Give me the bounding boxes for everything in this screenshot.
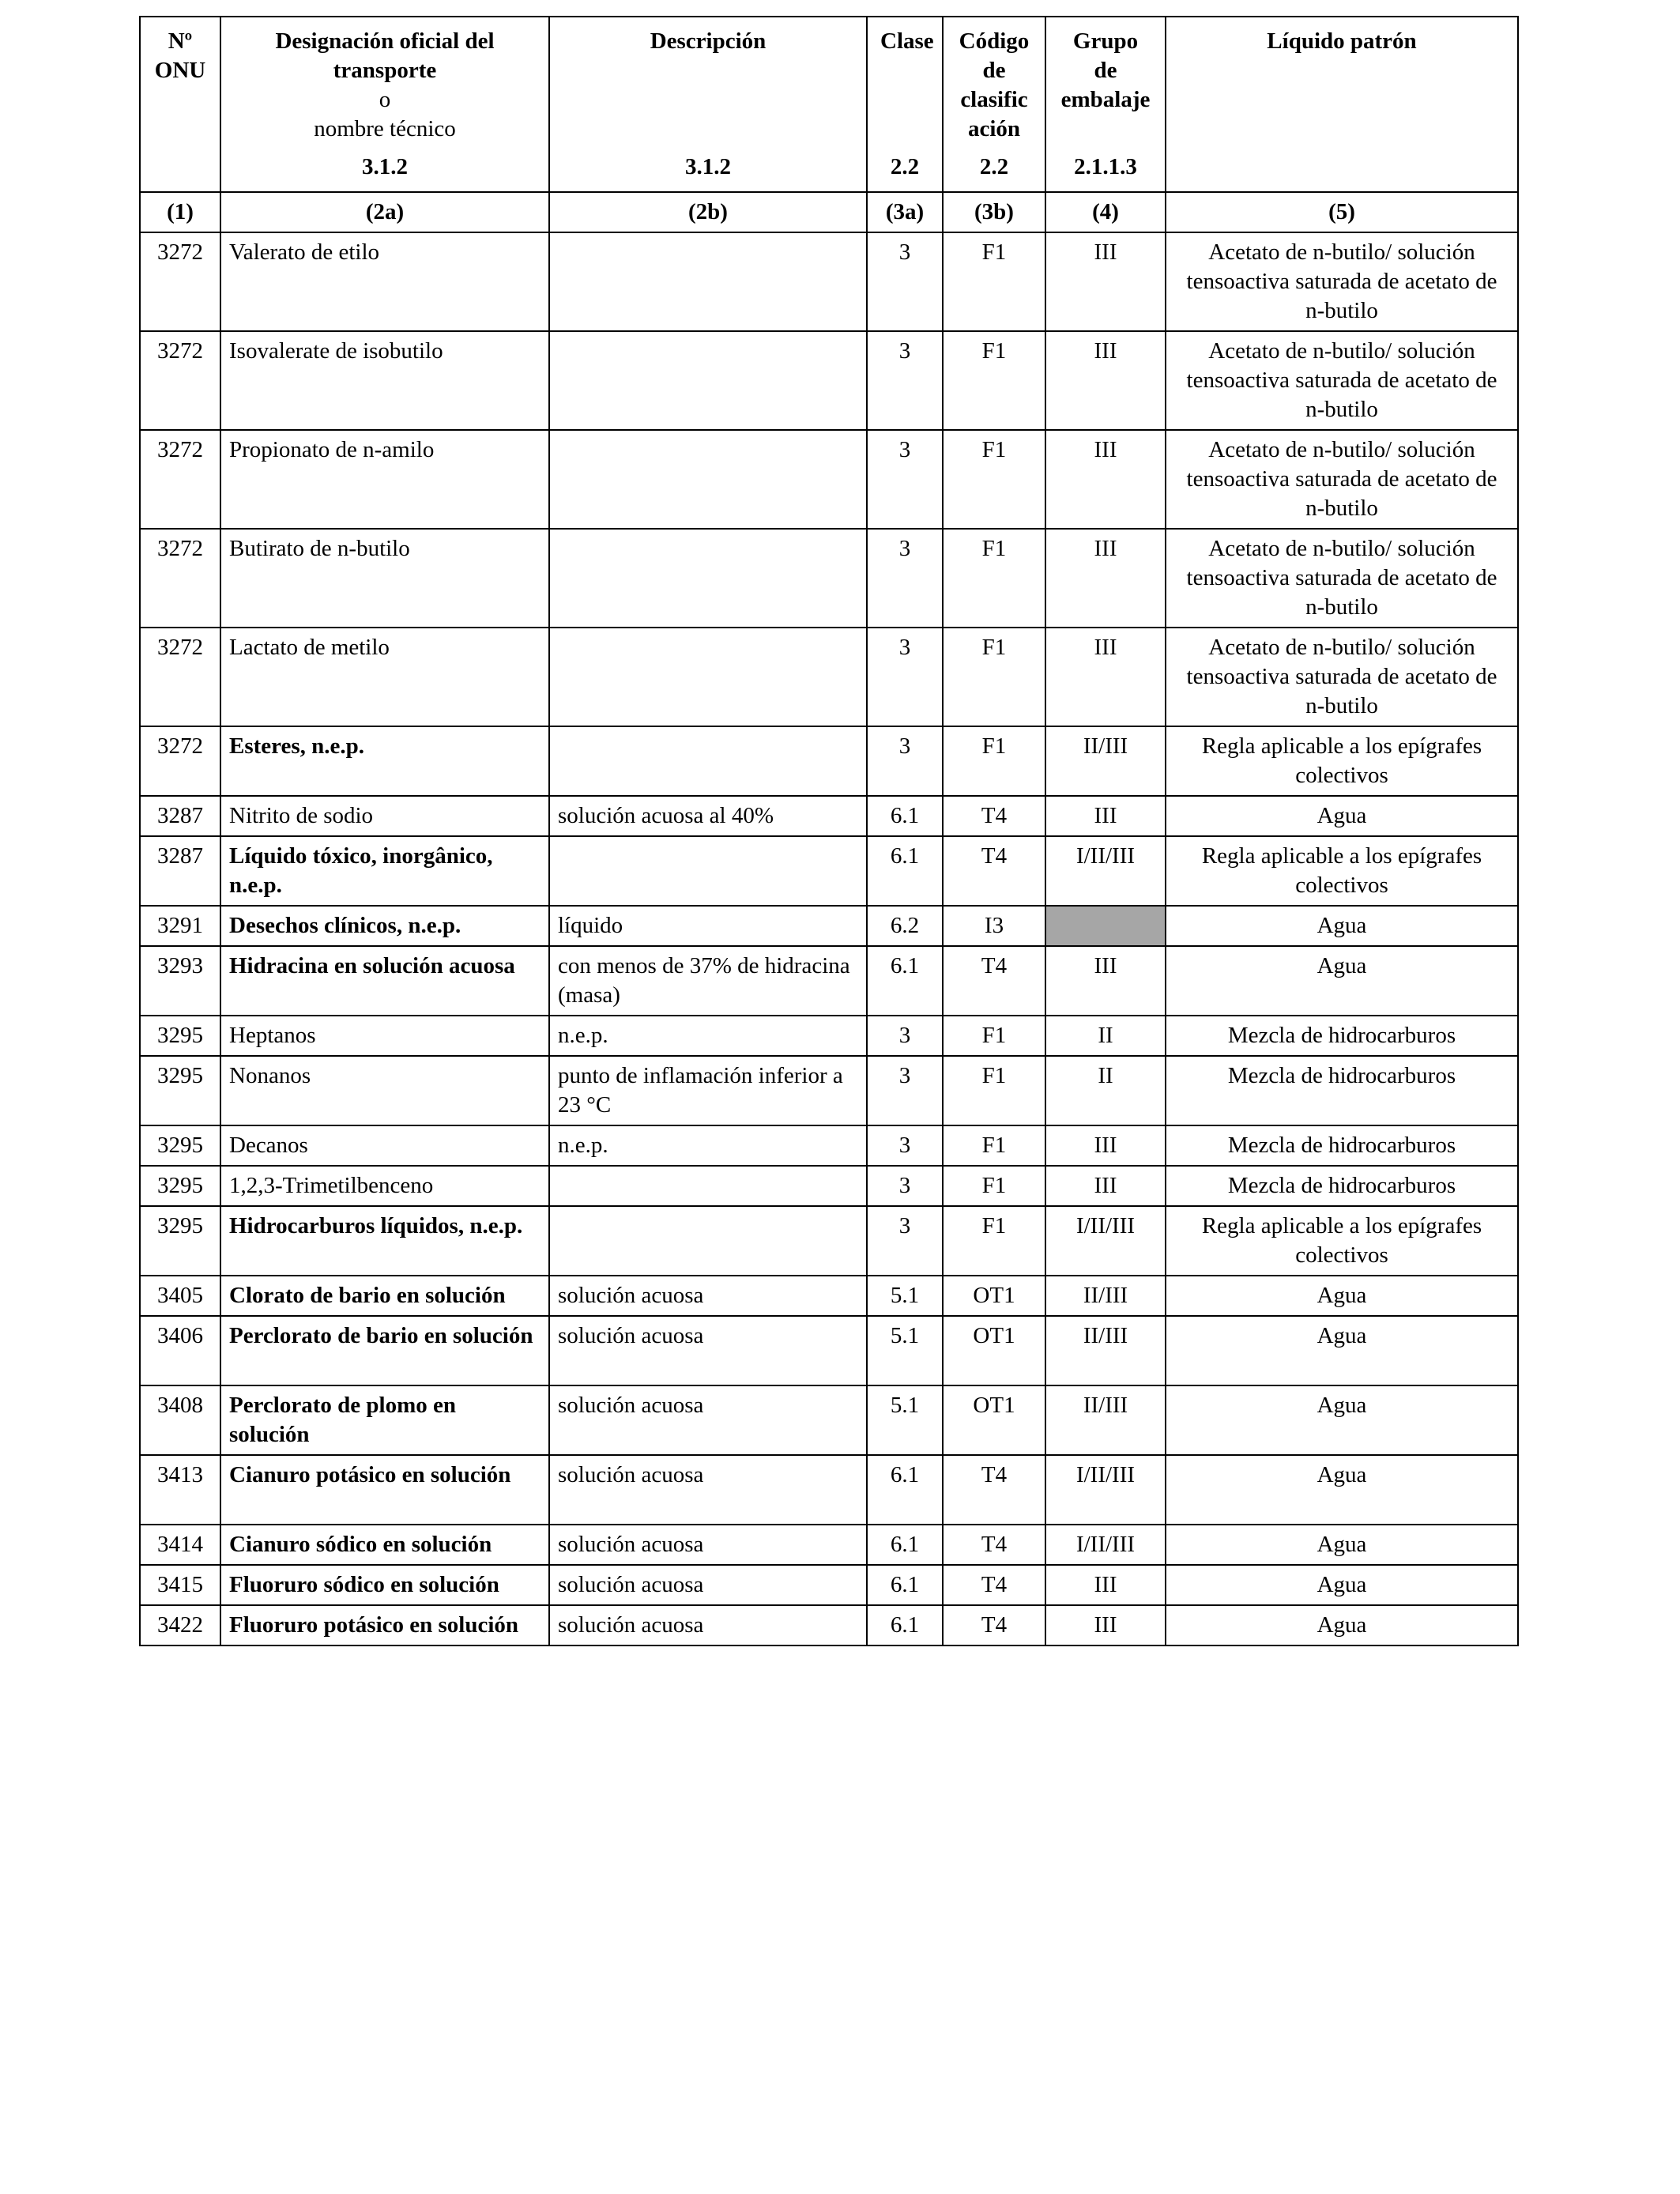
class-cell: 3	[867, 1056, 943, 1125]
standard-liquid-cell: Agua	[1166, 1316, 1518, 1385]
un-number-cell: 3415	[140, 1565, 220, 1605]
class-cell: 5.1	[867, 1316, 943, 1385]
class-cell: 3	[867, 1125, 943, 1166]
class-cell: 3	[867, 1166, 943, 1206]
class-cell: 6.1	[867, 796, 943, 836]
packing-group-cell	[1045, 906, 1166, 946]
header-shipping-line-1: Designación oficial del	[275, 28, 495, 54]
description-cell	[549, 1206, 867, 1276]
table-row	[140, 232, 1518, 331]
description-cell: punto de inflamación inferior a 23 °C	[549, 1056, 867, 1125]
header-description-title: Descripción	[650, 28, 767, 54]
column-number: (2a)	[220, 192, 549, 232]
header-shipping-line-2: transporte	[333, 58, 437, 83]
header-group-line-2: de	[1094, 58, 1117, 83]
class-cell: 6.1	[867, 1605, 943, 1646]
class-cell: 3	[867, 529, 943, 628]
standard-liquid-cell: Mezcla de hidrocarburos	[1166, 1125, 1518, 1166]
header-class-title: Clase	[880, 28, 934, 54]
standard-liquid-cell: Agua	[1166, 906, 1518, 946]
un-number-cell: 3272	[140, 529, 220, 628]
header-shipping-ref: 3.1.2	[362, 154, 408, 179]
un-number-cell: 3406	[140, 1316, 220, 1385]
table-row	[140, 628, 1518, 726]
table-row	[140, 906, 1518, 946]
standard-liquid-cell: Agua	[1166, 1455, 1518, 1525]
un-number-cell: 3272	[140, 726, 220, 796]
packing-group-cell: I/II/III	[1045, 1455, 1166, 1525]
header-description	[549, 17, 867, 192]
header-code-ref: 2.2	[979, 154, 1009, 179]
description-cell: solución acuosa	[549, 1316, 867, 1385]
table-row	[140, 726, 1518, 796]
standard-liquid-cell: Agua	[1166, 946, 1518, 1016]
classification-code-cell: T4	[943, 1605, 1045, 1646]
description-cell	[549, 331, 867, 430]
shipping-name-cell: Butirato de n-butilo	[220, 529, 549, 628]
packing-group-cell: III	[1045, 1166, 1166, 1206]
header-group-ref: 2.1.1.3	[1074, 154, 1137, 179]
table-body	[140, 17, 1518, 1646]
table-row	[140, 1525, 1518, 1565]
shipping-name-cell: Líquido tóxico, inorgânico, n.e.p.	[220, 836, 549, 906]
un-number-cell: 3291	[140, 906, 220, 946]
standard-liquid-cell: Mezcla de hidrocarburos	[1166, 1166, 1518, 1206]
header-liquid-title: Líquido patrón	[1267, 28, 1417, 54]
classification-code-cell: OT1	[943, 1385, 1045, 1455]
class-cell: 3	[867, 1016, 943, 1056]
class-cell: 6.2	[867, 906, 943, 946]
packing-group-cell: II/III	[1045, 1316, 1166, 1385]
class-cell: 3	[867, 1206, 943, 1276]
classification-code-cell: F1	[943, 1016, 1045, 1056]
shipping-name-cell: Fluoruro potásico en solución	[220, 1605, 549, 1646]
packing-group-cell: II/III	[1045, 1276, 1166, 1316]
un-number-cell: 3422	[140, 1605, 220, 1646]
classification-code-cell: F1	[943, 726, 1045, 796]
table-row	[140, 1125, 1518, 1166]
classification-code-cell: F1	[943, 331, 1045, 430]
packing-group-cell: III	[1045, 1565, 1166, 1605]
class-cell: 6.1	[867, 1455, 943, 1525]
packing-group-cell: III	[1045, 331, 1166, 430]
table-row	[140, 331, 1518, 430]
table-row	[140, 1316, 1518, 1385]
column-number: (1)	[140, 192, 220, 232]
shipping-name-cell: Heptanos	[220, 1016, 549, 1056]
table-row	[140, 1166, 1518, 1206]
standard-liquid-cell: Acetato de n-butilo/ solución tensoactiva saturada de acetato de n-butilo	[1166, 232, 1518, 331]
standard-liquid-cell: Agua	[1166, 1525, 1518, 1565]
shipping-name-cell: Perclorato de plomo en solución	[220, 1385, 549, 1455]
packing-group-cell: II/III	[1045, 1385, 1166, 1455]
standard-liquid-cell: Regla aplicable a los epígrafes colectivos	[1166, 726, 1518, 796]
description-cell: solución acuosa	[549, 1385, 867, 1455]
classification-code-cell: I3	[943, 906, 1045, 946]
description-cell	[549, 430, 867, 529]
class-cell: 6.1	[867, 946, 943, 1016]
table-row	[140, 1206, 1518, 1276]
header-un-number	[140, 17, 220, 192]
shipping-name-cell: Esteres, n.e.p.	[220, 726, 549, 796]
standard-liquid-cell: Mezcla de hidrocarburos	[1166, 1056, 1518, 1125]
classification-code-cell: F1	[943, 430, 1045, 529]
packing-group-cell: III	[1045, 430, 1166, 529]
packing-group-cell: III	[1045, 529, 1166, 628]
standard-liquid-cell: Acetato de n-butilo/ solución tensoactiva saturada de acetato de n-butilo	[1166, 529, 1518, 628]
shipping-name-cell: Lactato de metilo	[220, 628, 549, 726]
description-cell: n.e.p.	[549, 1016, 867, 1056]
header-packing-group	[1045, 17, 1166, 192]
shipping-name-cell: Propionato de n-amilo	[220, 430, 549, 529]
description-cell: n.e.p.	[549, 1125, 867, 1166]
class-cell: 3	[867, 430, 943, 529]
shipping-name-cell: Nitrito de sodio	[220, 796, 549, 836]
un-number-cell: 3293	[140, 946, 220, 1016]
un-number-cell: 3287	[140, 836, 220, 906]
table-row	[140, 1385, 1518, 1455]
header-shipping-line-3: o	[379, 87, 391, 112]
packing-group-cell: I/II/III	[1045, 836, 1166, 906]
un-number-cell: 3408	[140, 1385, 220, 1455]
packing-group-cell: III	[1045, 1605, 1166, 1646]
description-cell: solución acuosa	[549, 1565, 867, 1605]
un-number-cell: 3287	[140, 796, 220, 836]
standard-liquid-cell: Mezcla de hidrocarburos	[1166, 1016, 1518, 1056]
packing-group-cell: II/III	[1045, 726, 1166, 796]
un-number-cell: 3295	[140, 1166, 220, 1206]
description-cell: solución acuosa	[549, 1525, 867, 1565]
standard-liquid-cell: Agua	[1166, 1565, 1518, 1605]
un-number-cell: 3272	[140, 331, 220, 430]
shipping-name-cell: Cianuro potásico en solución	[220, 1455, 549, 1525]
classification-code-cell: T4	[943, 946, 1045, 1016]
standard-liquid-cell: Acetato de n-butilo/ solución tensoactiva saturada de acetato de n-butilo	[1166, 331, 1518, 430]
packing-group-cell: III	[1045, 946, 1166, 1016]
description-cell	[549, 1166, 867, 1206]
shipping-name-cell: Clorato de bario en solución	[220, 1276, 549, 1316]
header-code-line-2: de	[982, 58, 1006, 83]
class-cell: 3	[867, 628, 943, 726]
header-un-line-1: Nº	[168, 28, 193, 54]
header-shipping-line-4: nombre técnico	[314, 116, 456, 141]
header-code-line-1: Código	[959, 28, 1030, 54]
description-cell	[549, 628, 867, 726]
packing-group-cell: II	[1045, 1016, 1166, 1056]
packing-group-cell: II	[1045, 1056, 1166, 1125]
packing-group-cell: I/II/III	[1045, 1525, 1166, 1565]
classification-code-cell: F1	[943, 628, 1045, 726]
standard-liquid-cell: Regla aplicable a los epígrafes colectivos	[1166, 836, 1518, 906]
standard-liquid-cell: Acetato de n-butilo/ solución tensoactiva saturada de acetato de n-butilo	[1166, 628, 1518, 726]
standard-liquid-cell: Regla aplicable a los epígrafes colectivos	[1166, 1206, 1518, 1276]
description-cell	[549, 726, 867, 796]
standard-liquid-cell: Agua	[1166, 1276, 1518, 1316]
shipping-name-cell: Nonanos	[220, 1056, 549, 1125]
description-cell: líquido	[549, 906, 867, 946]
table-row	[140, 529, 1518, 628]
header-group-line-3: embalaje	[1060, 87, 1151, 112]
classification-code-cell: F1	[943, 1056, 1045, 1125]
table-row	[140, 1605, 1518, 1646]
shipping-name-cell: Hidrocarburos líquidos, n.e.p.	[220, 1206, 549, 1276]
table-row	[140, 1565, 1518, 1605]
description-cell: con menos de 37% de hidracina (masa)	[549, 946, 867, 1016]
table-row	[140, 1056, 1518, 1125]
shipping-name-cell: Perclorato de bario en solución	[220, 1316, 549, 1385]
classification-code-cell: T4	[943, 836, 1045, 906]
description-cell	[549, 836, 867, 906]
header-group-line-1: Grupo	[1072, 28, 1139, 54]
classification-code-cell: OT1	[943, 1276, 1045, 1316]
packing-group-cell: I/II/III	[1045, 1206, 1166, 1276]
column-number: (3a)	[867, 192, 943, 232]
standard-liquid-cell: Agua	[1166, 1605, 1518, 1646]
classification-code-cell: F1	[943, 529, 1045, 628]
header-shipping-name	[220, 17, 549, 192]
packing-group-cell: III	[1045, 796, 1166, 836]
header-description-ref: 3.1.2	[685, 154, 731, 179]
classification-code-cell: F1	[943, 232, 1045, 331]
packing-group-cell: III	[1045, 1125, 1166, 1166]
description-cell: solución acuosa al 40%	[549, 796, 867, 836]
column-number: (3b)	[943, 192, 1045, 232]
table-row	[140, 946, 1518, 1016]
column-number: (4)	[1045, 192, 1166, 232]
table-row	[140, 836, 1518, 906]
un-number-cell: 3413	[140, 1455, 220, 1525]
classification-code-cell: F1	[943, 1206, 1045, 1276]
shipping-name-cell: Fluoruro sódico en solución	[220, 1565, 549, 1605]
classification-code-cell: F1	[943, 1125, 1045, 1166]
description-cell	[549, 232, 867, 331]
classification-code-cell: T4	[943, 1525, 1045, 1565]
class-cell: 6.1	[867, 1525, 943, 1565]
description-cell: solución acuosa	[549, 1276, 867, 1316]
standard-liquid-cell: Agua	[1166, 796, 1518, 836]
header-standard-liquid	[1166, 17, 1518, 192]
header-code-line-4: ación	[967, 116, 1021, 141]
header-class	[867, 17, 943, 192]
un-number-cell: 3295	[140, 1056, 220, 1125]
un-number-cell: 3414	[140, 1525, 220, 1565]
table-row	[140, 1455, 1518, 1525]
description-cell	[549, 529, 867, 628]
class-cell: 3	[867, 232, 943, 331]
class-cell: 5.1	[867, 1385, 943, 1455]
header-code-line-3: clasific	[960, 87, 1028, 112]
packing-group-cell: III	[1045, 232, 1166, 331]
classification-code-cell: F1	[943, 1166, 1045, 1206]
class-cell: 3	[867, 726, 943, 796]
table-row	[140, 1276, 1518, 1316]
un-number-cell: 3295	[140, 1206, 220, 1276]
table-row	[140, 1016, 1518, 1056]
classification-code-cell: T4	[943, 796, 1045, 836]
shipping-name-cell: Hidracina en solución acuosa	[220, 946, 549, 1016]
classification-code-cell: OT1	[943, 1316, 1045, 1385]
class-cell: 3	[867, 331, 943, 430]
shipping-name-cell: Desechos clínicos, n.e.p.	[220, 906, 549, 946]
description-cell: solución acuosa	[549, 1455, 867, 1525]
header-un-line-2: ONU	[154, 58, 206, 83]
un-number-cell: 3295	[140, 1016, 220, 1056]
shipping-name-cell: 1,2,3-Trimetilbenceno	[220, 1166, 549, 1206]
shipping-name-cell: Cianuro sódico en solución	[220, 1525, 549, 1565]
header-classification-code	[943, 17, 1045, 192]
un-number-cell: 3405	[140, 1276, 220, 1316]
classification-code-cell: T4	[943, 1455, 1045, 1525]
standard-liquid-cell: Agua	[1166, 1385, 1518, 1455]
liquid-standard-table	[139, 16, 1519, 1646]
un-number-cell: 3272	[140, 430, 220, 529]
table-row	[140, 796, 1518, 836]
class-cell: 6.1	[867, 836, 943, 906]
classification-code-cell: T4	[943, 1565, 1045, 1605]
shipping-name-cell: Valerato de etilo	[220, 232, 549, 331]
un-number-cell: 3295	[140, 1125, 220, 1166]
class-cell: 5.1	[867, 1276, 943, 1316]
description-cell: solución acuosa	[549, 1605, 867, 1646]
class-cell: 6.1	[867, 1565, 943, 1605]
un-number-cell: 3272	[140, 628, 220, 726]
packing-group-cell: III	[1045, 628, 1166, 726]
column-number-row	[140, 192, 1518, 232]
un-number-cell: 3272	[140, 232, 220, 331]
shipping-name-cell: Decanos	[220, 1125, 549, 1166]
header-row	[140, 17, 1518, 192]
shipping-name-cell: Isovalerate de isobutilo	[220, 331, 549, 430]
standard-liquid-cell: Acetato de n-butilo/ solución tensoactiva saturada de acetato de n-butilo	[1166, 430, 1518, 529]
header-class-ref: 2.2	[890, 154, 920, 179]
table-row	[140, 430, 1518, 529]
column-number: (2b)	[549, 192, 867, 232]
column-number: (5)	[1166, 192, 1518, 232]
